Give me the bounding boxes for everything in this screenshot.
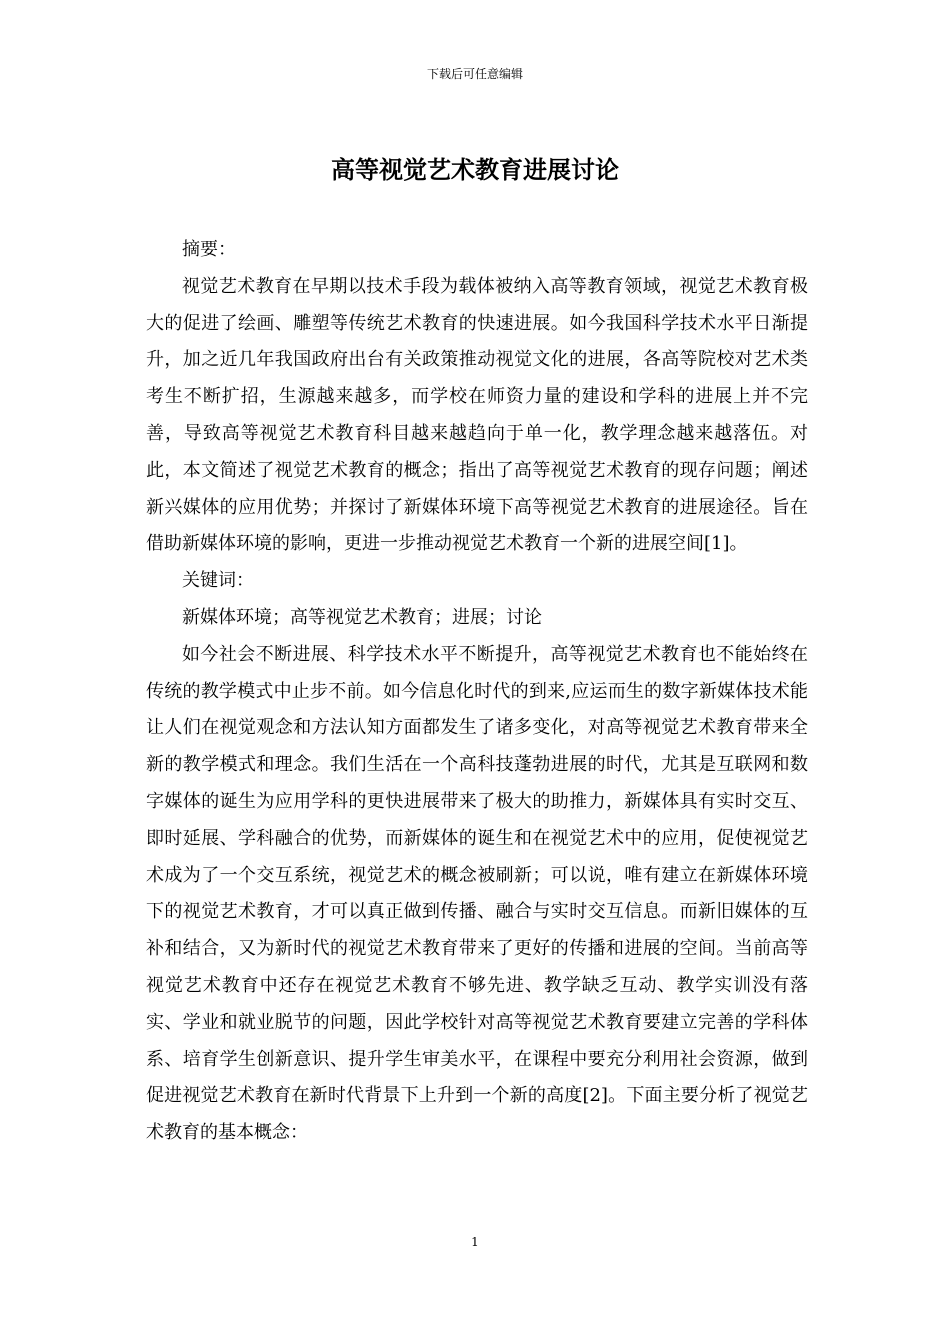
keywords-label: 关键词：	[182, 570, 254, 592]
abstract-paragraph: 视觉艺术教育在早期以技术手段为载体被纳入高等教育领域，视觉艺术教育极大的促进了绘画、雕塑等传统艺术教育的快速进展。如今我国科学技术水平日渐提升，加之近几年我国政府出台有关政策推动视觉文化的进展，各高等院校对艺术类考生不断扩招，生源越来越多，而学校在师资力量的建设和学科的进展上并不完善，导致高等视觉艺术教育科目越来越趋向于单一化，教学理念越来越落伍。对此，本文简述了视觉艺术教育的概念；指出了高等视觉艺术教育的现存问题；阐述新兴媒体的应用优势；并探讨了新媒体环境下高等视觉艺术教育的进展途径。旨在借助新媒体环境的影响，更进一步推动视觉艺术教育一个新的进展空间[1]。	[146, 275, 808, 555]
abstract-label: 摘要：	[182, 239, 236, 260]
keywords-paragraph: 新媒体环境；高等视觉艺术教育；进展；讨论	[182, 606, 542, 628]
intro-paragraph: 如今社会不断进展、科学技术水平不断提升，高等视觉艺术教育也不能始终在传统的教学模式中止步不前。如今信息化时代的到来,应运而生的数字新媒体技术能让人们在视觉观念和方法认知方面都发生了诸多变化，对高等视觉艺术教育带来全新的教学模式和理念。我们生活在一个高科技蓬勃进展的时代，尤其是互联网和数字媒体的诞生为应用学科的更快进展带来了极大的助推力，新媒体具有实时交互、即时延展、学科融合的优势，而新媒体的诞生和在视觉艺术中的应用，促使视觉艺术成为了一个交互系统，视觉艺术的概念被刷新；可以说，唯有建立在新媒体环境下的视觉艺术教育，才可以真正做到传播、融合与实时交互信息。而新旧媒体的互补和结合，又为新时代的视觉艺术教育带来了更好的传播和进展的空间。当前高等视觉艺术教育中还存在视觉艺术教育不够先进、教学缺乏互动、教学实训没有落实、学业和就业脱节的问题，因此学校针对高等视觉艺术教育要建立完善的学科体系、培育学生创新意识、提升学生审美水平，在课程中要充分利用社会资源，做到促进视觉艺术教育在新时代背景下上升到一个新的高度[2]。下面主要分析了视觉艺术教育的基本概念：	[146, 643, 808, 1144]
page-number: 1	[471, 1235, 479, 1249]
document-title: 高等视觉艺术教育进展讨论	[331, 155, 619, 184]
document-body	[146, 232, 808, 1152]
page-header-note: 下载后可任意编辑	[426, 67, 523, 81]
